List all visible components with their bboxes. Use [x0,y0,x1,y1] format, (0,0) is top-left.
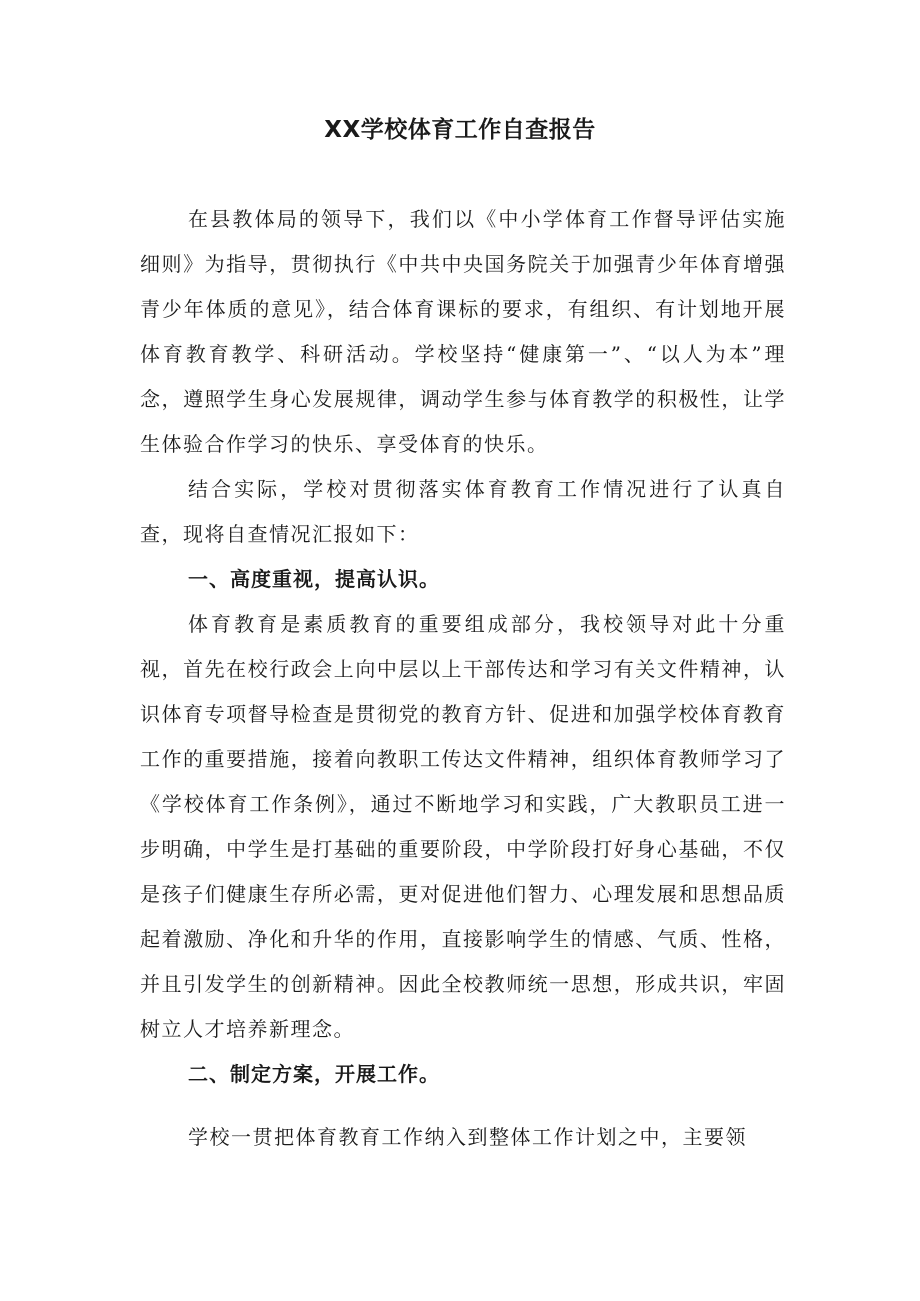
section-heading-2: 二、制定方案，开展工作。 [188,1062,440,1086]
summary-paragraph: 结合实际，学校对贯彻落实体育教育工作情况进行了认真自查，现将自查情况汇报如下： [140,477,786,546]
section-paragraph-2: 学校一贯把体育教育工作纳入到整体工作计划之中，主要领 [188,1125,747,1149]
intro-paragraph: 在县教体局的领导下，我们以《中小学体育工作督导评估实施细则》为指导，贯彻执行《中共中央国务院关于加强青少年体育增强青少年体质的意见》，结合体育课标的要求，有组织、有计划地开展体育教育教学、科研活动。学校坚持“健康第一”、“以人为本”理念，遵照学生身心发展规律，调动学生参与体育教学的积极性，让学生体验合作学习的快乐、享受体育的快乐。 [140,207,786,456]
section-heading-1: 一、高度重视，提高认识。 [188,567,440,591]
section-paragraph-1: 体育教育是素质教育的重要组成部分，我校领导对此十分重视，首先在校行政会上向中层以上干部传达和学习有关文件精神，认识体育专项督导检查是贯彻党的教育方针、促进和加强学校体育教育工作的重要措施，接着向教职工传达文件精神，组织体育教师学习了《学校体育工作条例》，通过不断地学习和实践，广大教职员工进一步明确，中学生是打基础的重要阶段，中学阶段打好身心基础，不仅是孩子们健康生存所必需，更对促进他们智力、心理发展和思想品质起着激励、净化和升华的作用，直接影响学生的情感、气质、性格，并且引发学生的创新精神。因此全校教师统一思想，形成共识，牢固树立人才培养新理念。 [140,612,786,1041]
document-body [140,197,786,1160]
document-title: XX学校体育工作自查报告 [324,117,596,143]
